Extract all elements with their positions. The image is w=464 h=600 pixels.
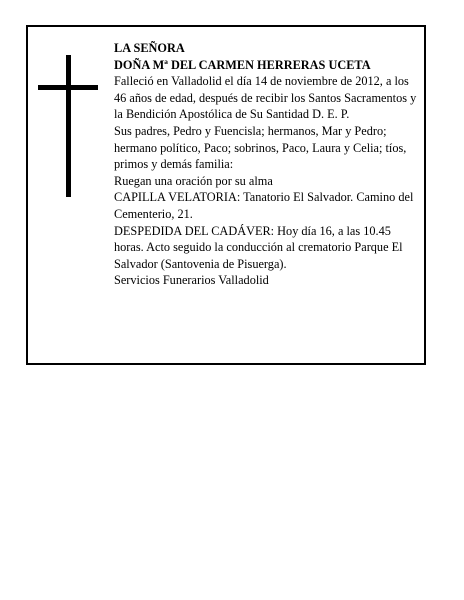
obituary-notice <box>26 25 426 365</box>
cross-icon <box>38 55 98 197</box>
cross-horizontal-bar <box>38 85 98 90</box>
funeral-info: DESPEDIDA DEL CADÁVER: Hoy día 16, a las 10.45 horas. Acto seguido la conducción al crematorio Parque El Salvador (Santovenia de Pisuerga). <box>114 223 403 271</box>
notice-title-line-2: DOÑA Mª DEL CARMEN HERRERAS UCETA <box>114 57 371 72</box>
notice-title-line-1: LA SEÑORA <box>114 41 185 55</box>
funeral-services: Servicios Funerarios Valladolid <box>114 273 269 288</box>
family-list: Sus padres, Pedro y Fuencisla; hermanos, Mar y Pedro; hermano político, Paco; sobrinos, Paco, Laura y Celia; tíos, primos y demás familia: <box>114 123 407 172</box>
notice-text <box>114 40 420 289</box>
chapel-info: CAPILLA VELATORIA: Tanatorio El Salvador. Camino del Cementerio, 21. <box>114 190 414 221</box>
prayer-request: Ruegan una oración por su alma <box>114 173 273 188</box>
cross-vertical-bar <box>66 55 71 197</box>
death-announcement: Falleció en Valladolid el día 14 de noviembre de 2012, a los 46 años de edad, después de recibir los Santos Sacramentos y la Bendición Apostólica de Su Santidad D. E. P. <box>114 74 417 122</box>
